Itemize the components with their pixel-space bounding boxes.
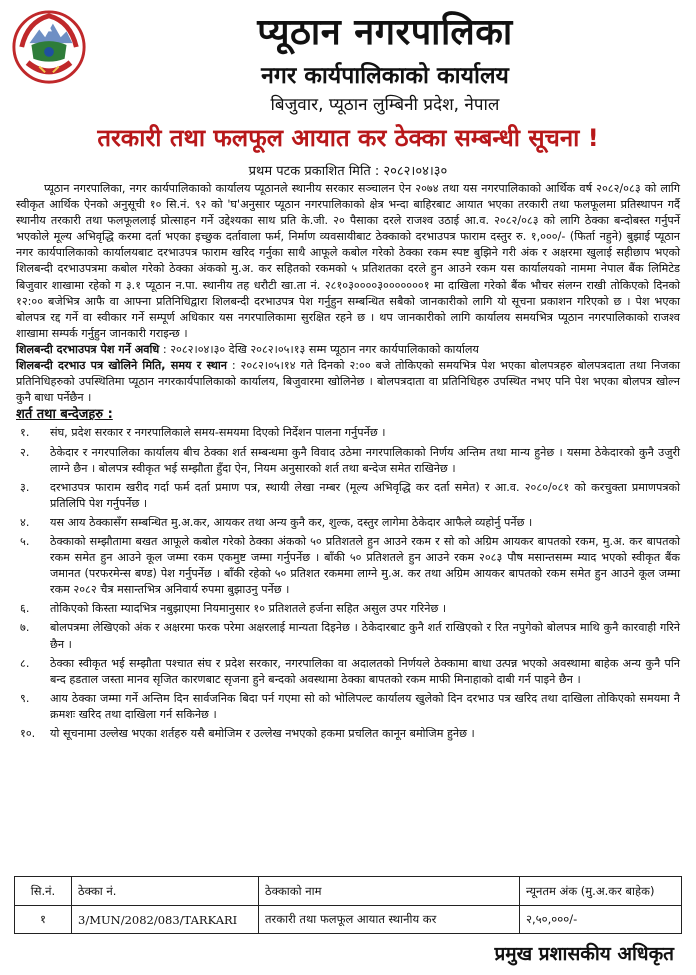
term-text: आय ठेक्का जम्मा गर्ने अन्तिम दिन सार्वजनिक बिदा पर्न गएमा सो को भोलिपल्ट कार्यालय खुलेको दिन दरभाउ पत्र खरिद तथा दाखिला तोकिएको समयमा नै क्रमशः खरिद तथा दाखिला गर्न सकिनेछ । <box>50 691 680 721</box>
cell-min-amount: २,५०,०००/- <box>520 906 682 934</box>
term-text: ठेक्का स्वीकृत भई सम्झौता पश्चात संघ र प्रदेश सरकार, नगरपालिका वा अदालतको निर्णयले ठेक्कामा बाधा उत्पन्न भएको अवस्थामा बाहेक अन्य कुनै पनि बन्द हडताल जस्ता मानव सृजित कारणबाट सृजना हुने बन्दको अवस्थामा ठेक्का बापतको रकम माफी मिनाहाको दाबी गर्न पाइने छैन । <box>50 656 680 686</box>
submission-period-value: : २०८२।०४।३० देखि २०८२।०५।१३ सम्म प्यूठान नगर कार्यपालिकाको कार्यालय <box>162 342 479 356</box>
table-header-row <box>15 877 682 906</box>
signature-designation: प्रमुख प्रशासकीय अधिकृत <box>494 943 674 965</box>
column-header-contract-no: ठेक्का नं. <box>72 877 259 906</box>
intro-paragraph: प्यूठान नगरपालिका, नगर कार्यपालिकाको कार्यालय प्यूठानले स्थानीय सरकार सञ्चालन ऐन २०७४ तथा यस नगरपालिकाको आर्थिक वर्ष २०८२/०८३ को लागि स्वीकृत आर्थिक ऐनको अनुसूची १० सि.नं. ९२ को 'घ'अनुसार प्यूठान नगरपालिकाको क्षेत्र भन्दा बाहिरबाट आयात भएका तरकारी तथा फलफूलमा प्रतिस्थापन गर्दै स्थानीय तरकारी तथा फलफूललाई प्रोत्साहन गर्ने उद्देश्यका साथ प्रति के.जी. २० पैसाका दरले राजश्व उठाई आ.व. २०८२/०८३ को लागि ठेक्का बन्दोबस्त गर्नुपर्ने भएकोले मूल्य अभिवृद्धि करमा दर्ता भएका इच्छुक दर्तावाला फर्म, निर्माण व्यवसायीबाट ठेक्काको दरभाउपत्र फाराम दस्तुर रु. १,०००/- (फिर्ता नहुने) बुझाई प्यूठान नगर कार्यपालिकाको कार्यालयबाट दरभाउपत्र फाराम खरिद गर्नुका साथै आफूले कबोल गरेको ठेक्का रकम स्पष्ट बुझिने गरी अंक र अक्षरमा खुलाई सहीछाप भएको शिलबन्दी दरभाउपत्रमा कबोल गरेको ठेक्का अंकको मु.अ. कर सहितको रकमको ५ प्रतिशतका दरले हुन आउने रकम यस कार्यालयको नाममा नेपाल बैंक लिमिटेड बिजुवार शाखामा रहेको ग ३.१ प्यूठान न.पा. स्थानीय तह धरौटी खा.ता नं. २८१०३००००३०००००००१ मा दाखिला गरेको बैंक भौचर संलग्न राखी तोकिएको दिनको १२:०० बजेभित्र आफै वा आफ्ना प्रतिनिधिद्वारा शिलबन्दी दरभाउपत्र पेश गर्नुहुन सम्बन्धित सबैको जानकारीको लागि यो सूचना प्रकाशन गरिएको छ । पेश भएका बोलपत्र रद्द गर्ने वा स्वीकार गर्ने सम्पूर्ण अधिकार यस नगरपालिकामा सुरक्षित रहने छ । थप जानकारीको लागि कार्यालय समयभित्र प्यूठान नगरपालिकाको राजश्व शाखामा सम्पर्क गर्नुहुन जानकारी गराइन्छ । <box>16 182 680 340</box>
term-item <box>16 656 680 688</box>
publication-date: प्रथम पटक प्रकाशित मिति : २०८२।०४।३० <box>248 164 448 179</box>
submission-period <box>16 342 680 358</box>
office-address: बिजुवार, प्यूठान लुम्बिनी प्रदेश, नेपाल <box>270 95 500 115</box>
term-text: ठेक्काको सम्झौतामा बखत आफूले कबोल गरेको ठेक्का अंकको ५० प्रतिशतले हुन आउने रकम र सो को अग्रिम आयकर बापतको रकम, मु.अ. कर बापतको रकम समेत हुन आउने कूल जम्मा रकम एकमुष्ट जम्मा गर्नुपर्नेछ । बाँकी ५० प्रतिशतले हुन आउने रकम २०८३ पौष मसान्तसम्म म्याद भएको स्वीकृत बैंक जमानत (परफरमेन्स बण्ड) पेश गर्नुपर्नेछ । बाँकी रहेको ५० प्रतिशत रकममा लाग्ने मु.अ. कर तथा अग्रिम आयकर बापतको रकम समेत हुन आउने कूल जम्मा रकम २०८२ चैत्र मसान्तभित्र अनिवार्य रुपमा बुझाउनु पर्नेछ । <box>50 534 680 597</box>
term-number: ४. <box>20 515 30 529</box>
term-item <box>16 425 680 441</box>
opening-details-value: : २०८२।०५।१४ गते दिनको २:०० बजे तोकिएको समयभित्र पेश भएका बोलपत्रहरु बोलपत्रदाता तथा निजका प्रतिनिधिहरुको उपस्थितिमा प्यूठान नगरकार्यपालिकाको कार्यालय, बिजुवारमा खोलिनेछ । बोलपत्रदाता वा प्रतिनिधिहरु उपस्थित नभए पनि पेश भएका बोलपत्र खोल्न कुनै बाधा पर्नेछैन । <box>16 359 680 405</box>
term-number: ९. <box>20 691 30 705</box>
term-text: तोकिएको किस्ता म्यादभित्र नबुझाएमा नियमानुसार १० प्रतिशतले हर्जना सहित असुल उपर गरिनेछ । <box>50 602 447 616</box>
term-item <box>16 480 680 512</box>
contract-table <box>14 876 682 934</box>
cell-contract-no: 3/MUN/2082/083/TARKARI <box>72 906 259 934</box>
term-text: यस आय ठेक्कासँग सम्बन्धित मु.अ.कर, आयकर तथा अन्य कुनै कर, शुल्क, दस्तुर लागेमा ठेकेदार आफैले व्यहोर्नु पर्नेछ । <box>50 515 533 529</box>
column-header-sn: सि.नं. <box>15 877 72 906</box>
term-text: ठेकेदार र नगरपालिका कार्यालय बीच ठेक्का शर्त सम्बन्धमा कुनै विवाद उठेमा नगरपालिकाको निर्णय अन्तिम तथा मान्य हुनेछ । यसमा ठेकेदारको कुनै उजुरी लाग्ने छैन । बोलपत्र स्वीकृत भई सम्झौता हुँदा ऐन, नियम अनुसारको शर्त तथा बन्देज समेत राखिनेछ । <box>50 445 680 475</box>
term-item <box>16 620 680 652</box>
office-name: नगर कार्यपालिकाको कार्यालय <box>261 63 509 89</box>
term-number: १. <box>20 426 30 440</box>
term-text: बोलपत्रमा लेखिएको अंक र अक्षरमा फरक परेमा अक्षरलाई मान्यता दिइनेछ । ठेकेदारबाट कुनै शर्त राखिएको र रित नपुगेको बोलपत्र माथि कुनै कारवाही गरिने छैन । <box>50 621 680 651</box>
column-header-contract-name: ठेक्काको नाम <box>259 877 520 906</box>
term-number: ३. <box>20 480 30 494</box>
terms-heading: शर्त तथा बन्देजहरु : <box>16 407 113 423</box>
opening-details-label: शिलबन्दी दरभाउ पत्र खोलिने मिति, समय र स्थान <box>16 359 227 373</box>
term-item <box>16 445 680 477</box>
opening-details <box>16 358 680 406</box>
table-row <box>15 906 682 934</box>
term-number: ८. <box>20 656 30 670</box>
notice-body <box>16 181 680 745</box>
term-item <box>16 515 680 531</box>
submission-period-label: शिलबन्दी दरभाउपत्र पेश गर्ने अवधि <box>16 342 160 356</box>
term-text: दरभाउपत्र फाराम खरीद गर्दा फर्म दर्ता प्रमाण पत्र, स्थायी लेखा नम्बर (मूल्य अभिवृद्धि कर दर्ता समेत) र आ.व. २०८०/०८१ को करचुक्ता प्रमाणपत्रको प्रतिलिपि पेश गर्नुपर्नेछ । <box>50 480 680 510</box>
cell-contract-name: तरकारी तथा फलफूल आयात स्थानीय कर <box>259 906 520 934</box>
term-number: ६. <box>20 602 30 616</box>
cell-sn: १ <box>15 906 72 934</box>
notice-headline: तरकारी तथा फलफूल आयात कर ठेक्का सम्बन्धी सूचना ! <box>97 124 599 152</box>
terms-list <box>16 425 680 742</box>
term-number: १०. <box>20 727 36 740</box>
term-item <box>16 691 680 723</box>
term-number: ७. <box>20 621 30 635</box>
term-item <box>16 726 680 742</box>
term-item <box>16 601 680 617</box>
term-item <box>16 534 680 598</box>
term-number: ५. <box>20 534 30 548</box>
term-number: २. <box>20 445 30 459</box>
column-header-min-amount: न्यूनतम अंक (मु.अ.कर बाहेक) <box>520 877 682 906</box>
term-text: यो सूचनामा उल्लेख भएका शर्तहरु यसै बमोजिम र उल्लेख नभएको हकमा प्रचलित कानून बमोजिम हुनेछ । <box>50 727 475 740</box>
letterhead <box>0 0 696 120</box>
nepal-government-emblem-icon <box>10 8 88 86</box>
term-text: संघ, प्रदेश सरकार र नगरपालिकाले समय-समयमा दिएको निर्देशन पालना गर्नुपर्नेछ । <box>50 426 386 440</box>
municipality-title: प्यूठान नगरपालिका <box>257 12 513 53</box>
